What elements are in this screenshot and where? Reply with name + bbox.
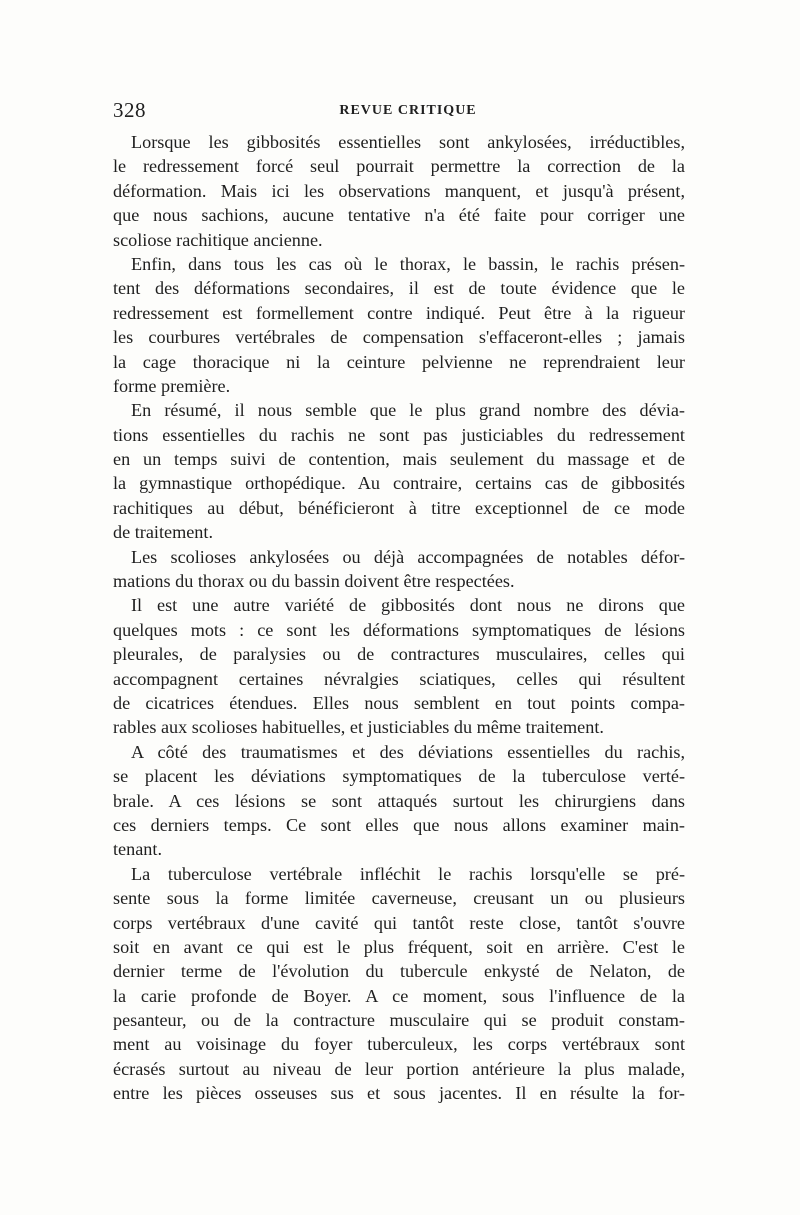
text-line: redressement est formellement contre indiqué. Peut être à la rigueur [113,302,685,323]
text-line: écrasés surtout au niveau de leur portion antérieure la plus malade, [113,1058,685,1079]
text-line: de cicatrices étendues. Elles nous semblent en tout points compa- [113,692,685,713]
text-line: La tuberculose vertébrale infléchit le rachis lorsqu'elle se pré- [131,863,685,884]
text-line: entre les pièces osseuses sus et sous jacentes. Il en résulte la for- [113,1083,685,1104]
text-line: brale. A ces lésions se sont attaqués surtout les chirurgiens dans [113,790,685,811]
text-line: la cage thoracique ni la ceinture pelvienne ne reprendraient leur [113,351,685,372]
text-line: rachitiques au début, bénéficieront à titre exceptionnel de ce mode [113,497,685,518]
text-line: tenant. [113,839,162,860]
text-line: que nous sachions, aucune tentative n'a été faite pour corriger une [113,205,685,226]
text-line: corps vertébraux d'une cavité qui tantôt reste close, tantôt s'ouvre [113,912,685,933]
text-line: dernier terme de l'évolution du tubercule enkysté de Nelaton, de [113,961,685,982]
text-line: rables aux scolioses habituelles, et justiciables du même traitement. [113,717,604,738]
text-line: Les scolioses ankylosées ou déjà accompagnées de notables défor- [131,546,685,567]
text-line: déformation. Mais ici les observations manquent, et jusqu'à présent, [113,180,685,201]
running-head: REVUE CRITIQUE [339,103,477,118]
text-line: Il est une autre variété de gibbosités dont nous ne dirons que [131,595,685,616]
page-header [113,98,703,126]
text-line: En résumé, il nous semble que le plus grand nombre des dévia- [131,400,685,421]
text-line: le redressement forcé seul pourrait permettre la correction de la [113,156,685,177]
text-line: forme première. [113,375,231,396]
text-line: la carie profonde de Boyer. A ce moment, sous l'influence de la [113,985,685,1006]
text-line: A côté des traumatismes et des déviations essentielles du rachis, [131,741,685,762]
text-line: se placent les déviations symptomatiques de la tuberculose verté- [113,766,685,787]
text-line: la gymnastique orthopédique. Au contraire, certains cas de gibbosités [113,473,685,494]
text-line: mations du thorax ou du bassin doivent être respectées. [113,571,515,592]
body-text [113,130,685,1106]
text-line: ces derniers temps. Ce sont elles que nous allons examiner main- [113,814,685,835]
text-line: ment au voisinage du foyer tuberculeux, les corps vertébraux sont [113,1034,685,1055]
text-line: en un temps suivi de contention, mais seulement du massage et de [113,449,685,470]
text-line: quelques mots : ce sont les déformations symptomatiques de lésions [113,619,685,640]
text-line: pleurales, de paralysies ou de contractures musculaires, celles qui [113,644,685,665]
text-line: tions essentielles du rachis ne sont pas justiciables du redressement [113,424,685,445]
text-line: de traitement. [113,522,213,543]
text-line: soit en avant ce qui est le plus fréquent, soit en arrière. C'est le [113,936,685,957]
text-line: pesanteur, ou de la contracture musculaire qui se produit constam- [113,1010,685,1031]
text-line: Lorsque les gibbosités essentielles sont ankylosées, irréductibles, [131,132,685,152]
text-line: Enfin, dans tous les cas où le thorax, le bassin, le rachis présen- [131,253,685,274]
text-line: sente sous la forme limitée caverneuse, creusant un ou plusieurs [113,888,685,909]
text-line: tent des déformations secondaires, il est de toute évidence que le [113,278,685,299]
text-line: scoliose rachitique ancienne. [113,229,323,250]
page-number: 328 [113,98,146,122]
text-line: accompagnent certaines névralgies sciatiques, celles qui résultent [113,668,685,689]
text-line: les courbures vertébrales de compensation s'effaceront-elles ; jamais [113,327,685,348]
